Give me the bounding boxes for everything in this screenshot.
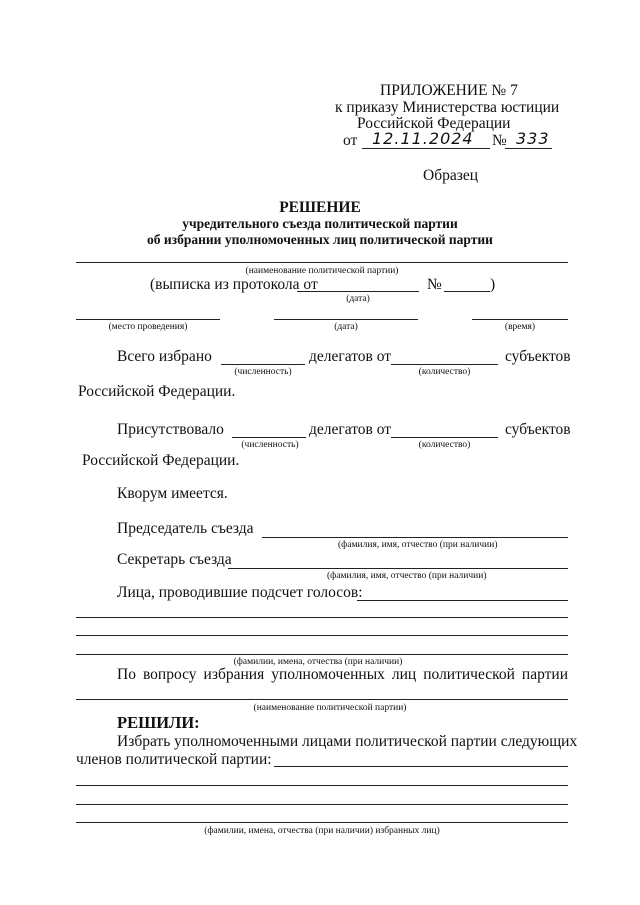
federation-line: Российской Федерации	[357, 115, 511, 132]
elect-text-line1: Избрать уполномоченными лицами политической партии следующих	[117, 733, 578, 750]
extract-number-line	[444, 291, 490, 292]
order-number-underline	[505, 148, 552, 149]
extract-close-paren: )	[490, 276, 496, 293]
decision-subtitle-line2: об избрании уполномоченных лиц политической партии	[147, 232, 493, 247]
elected-names-line-4	[76, 822, 568, 823]
time-line	[472, 319, 568, 320]
question-party-caption: (наименование политической партии)	[253, 703, 407, 713]
date-caption: (дата)	[334, 322, 358, 332]
counters-line-2	[76, 617, 568, 618]
decision-subtitle-line1: учредительного съезда политической партии	[182, 216, 458, 231]
present-label: Присутствовало	[117, 421, 224, 438]
decided-heading: РЕШИЛИ:	[117, 713, 200, 732]
elected-names-line-2	[76, 785, 568, 786]
counters-label: Лица, проводившие подсчет голосов:	[117, 584, 363, 601]
elected-subjects-label: субъектов	[505, 348, 571, 365]
sample-label: Образец	[423, 167, 479, 184]
elected-label: Всего избрано	[117, 348, 212, 365]
extract-prefix: (выписка из протокола от	[150, 276, 318, 293]
secretary-caption: (фамилия, имя, отчество (при наличии)	[327, 571, 487, 581]
elected-count-line	[221, 364, 305, 365]
chair-line	[262, 537, 568, 538]
present-count-line	[232, 437, 306, 438]
present-rf-label: Российской Федерации.	[82, 452, 240, 469]
date-line	[274, 319, 418, 320]
elected-names-line-1	[274, 766, 568, 767]
counters-line-4	[76, 654, 568, 655]
order-number: 333	[516, 129, 550, 148]
chair-caption: (фамилия, имя, отчество (при наличии)	[338, 540, 498, 550]
present-subjects-caption: (количество)	[418, 440, 471, 450]
place-line	[76, 319, 220, 320]
counters-caption: (фамилии, имена, отчества (при наличии)	[233, 657, 403, 667]
party-name-caption: (наименование политической партии)	[245, 266, 399, 276]
elected-names-caption: (фамилии, имена, отчества (при наличии) избранных лиц)	[204, 826, 440, 836]
party-name-line	[76, 262, 568, 263]
present-count-caption: (численность)	[241, 440, 299, 450]
order-date: 12.11.2024	[372, 129, 474, 148]
quorum-text: Кворум имеется.	[117, 485, 228, 502]
elected-delegates-from: делегатов от	[309, 348, 392, 365]
present-subjects-label: субъектов	[505, 421, 571, 438]
place-caption: (место проведения)	[108, 322, 188, 332]
question-party-line	[76, 699, 568, 700]
extract-date-line	[297, 291, 419, 292]
counters-line-3	[76, 635, 568, 636]
question-text: По вопросу избрания уполномоченных лиц политической партии	[117, 666, 568, 683]
elected-names-line-3	[76, 804, 568, 805]
elected-subjects-line	[391, 364, 498, 365]
extract-date-caption: (дата)	[346, 294, 370, 304]
elected-rf-label: Российской Федерации.	[78, 383, 236, 400]
counters-line-1	[357, 600, 568, 601]
secretary-line	[228, 568, 568, 569]
time-caption: (время)	[504, 322, 536, 332]
order-reference: к приказу Министерства юстиции	[335, 99, 560, 116]
elected-subjects-caption: (количество)	[418, 367, 471, 377]
secretary-label: Секретарь съезда	[117, 551, 232, 568]
elect-text-line2: членов политической партии:	[76, 751, 272, 768]
extract-number-sign: №	[427, 276, 442, 293]
present-delegates-from: делегатов от	[309, 421, 392, 438]
order-number-label: №	[492, 132, 507, 149]
order-date-underline	[362, 148, 490, 149]
chair-label: Председатель съезда	[117, 520, 254, 537]
elected-count-caption: (численность)	[234, 367, 292, 377]
order-from-label: от	[343, 132, 358, 149]
appendix-title: ПРИЛОЖЕНИЕ № 7	[380, 82, 518, 99]
decision-title: РЕШЕНИЕ	[279, 199, 361, 216]
present-subjects-line	[391, 437, 498, 438]
